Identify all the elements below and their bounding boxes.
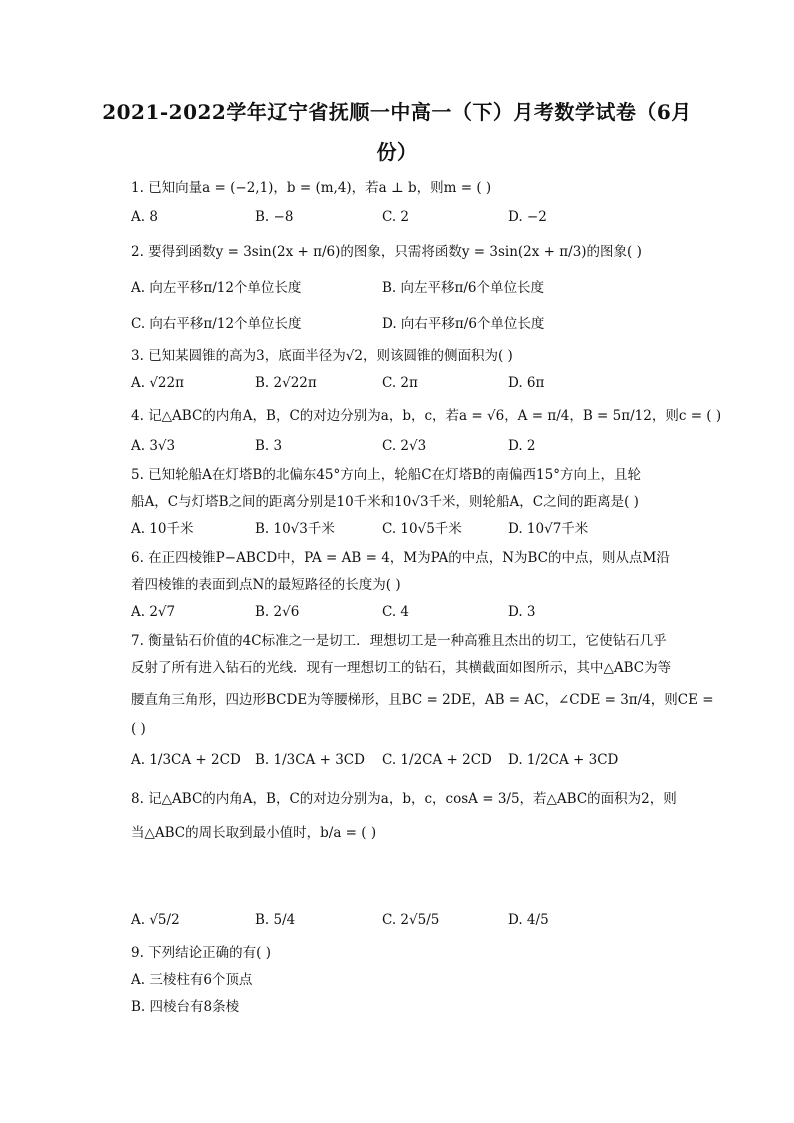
question-8-option-a: A. √5/2 [131,912,180,928]
question-8-option-b: B. 5/4 [255,912,296,928]
exam-title-line1: 2021-2022学年辽宁省抚顺一中高一（下）月考数学试卷（6月 [102,100,692,124]
question-3-stem: 3. 已知某圆锥的高为3，底面半径为√2，则该圆锥的侧面积为( ) [131,348,513,364]
question-5-stem-line1: 5. 已知轮船A在灯塔B的北偏东45°方向上，轮船C在灯塔B的南偏西15°方向上，且轮 [131,467,641,483]
question-3-option-a: A. √22π [131,375,184,391]
question-6-option-c: C. 4 [382,604,410,620]
question-7-stem-line3: 腰直角三角形，四边形BCDE为等腰梯形，且BC = 2DE，AB = AC，∠CDE = 3π/4，则CE = [131,692,714,708]
question-7-option-d: D. 1/2CA + 3CD [508,752,619,768]
question-9-stem: 9. 下列结论正确的有( ) [131,945,271,961]
question-7-stem-line4: ( ) [131,721,146,737]
question-9-option-b: B. 四棱台有8条棱 [131,999,240,1015]
question-1-option-d: D. −2 [508,209,547,225]
question-7-stem-line1: 7. 衡量钻石价值的4C标准之一是切工．理想切工是一种高雅且杰出的切工，它使钻石几乎 [131,633,667,649]
question-6-option-d: D. 3 [508,604,536,620]
question-1-stem: 1. 已知向量a = (−2,1)，b = (m,4)，若a ⊥ b，则m = ( ) [131,180,492,196]
question-6-stem-line1: 6. 在正四棱锥P−ABCD中，PA = AB = 4，M为PA的中点，N为BC的中点，则从点M沿 [131,550,670,566]
question-3-option-d: D. 6π [508,375,545,391]
question-2-option-c: C. 向右平移π/12个单位长度 [131,316,302,332]
question-2-option-a: A. 向左平移π/12个单位长度 [131,280,302,296]
question-5-option-b: B. 10√3千米 [255,521,335,537]
question-1-option-c: C. 2 [382,209,410,225]
question-4-option-a: A. 3√3 [131,438,176,454]
question-8-option-c: C. 2√5/5 [382,912,440,928]
question-4-option-b: B. 3 [255,438,283,454]
question-8-option-d: D. 4/5 [508,912,549,928]
question-8-stem-line1: 8. 记△ABC的内角A，B，C的对边分别为a，b，c，cosA = 3/5，若△ABC的面积为2，则 [131,791,677,807]
question-6-option-b: B. 2√6 [255,604,300,620]
question-3-option-b: B. 2√22π [255,375,317,391]
question-1-option-a: A. 8 [131,209,158,225]
question-5-stem-line2: 船A，C与灯塔B之间的距离分别是10千米和10√3千米，则轮船A，C之间的距离是( ) [131,494,639,510]
question-5-option-a: A. 10千米 [131,521,194,537]
question-7-option-a: A. 1/3CA + 2CD [131,752,241,768]
question-7-option-c: C. 1/2CA + 2CD [382,752,492,768]
question-6-stem-line2: 着四棱锥的表面到点N的最短路径的长度为( ) [131,577,401,593]
question-3-option-c: C. 2π [382,375,418,391]
question-1-option-b: B. −8 [255,209,294,225]
question-2-stem: 2. 要得到函数y = 3sin(2x + π/6)的图象，只需将函数y = 3sin(2x + π/3)的图象( ) [131,244,642,260]
question-7-option-b: B. 1/3CA + 3CD [255,752,365,768]
question-4-option-d: D. 2 [508,438,536,454]
question-2-option-d: D. 向右平移π/6个单位长度 [382,316,545,332]
question-5-option-c: C. 10√5千米 [382,521,462,537]
exam-title-line2: 份） [376,140,418,164]
question-6-option-a: A. 2√7 [131,604,176,620]
question-4-stem: 4. 记△ABC的内角A，B，C的对边分别为a，b，c，若a = √6，A = π/4，B = 5π/12，则c = ( ) [131,408,722,424]
question-2-option-b: B. 向左平移π/6个单位长度 [382,280,545,296]
question-5-option-d: D. 10√7千米 [508,521,589,537]
question-7-stem-line2: 反射了所有进入钻石的光线．现有一理想切工的钻石，其横截面如图所示，其中△ABC为等 [131,660,672,676]
question-8-stem-line2: 当△ABC的周长取到最小值时，b/a = ( ) [131,825,377,841]
question-4-option-c: C. 2√3 [382,438,427,454]
question-9-option-a: A. 三棱柱有6个顶点 [131,972,253,988]
